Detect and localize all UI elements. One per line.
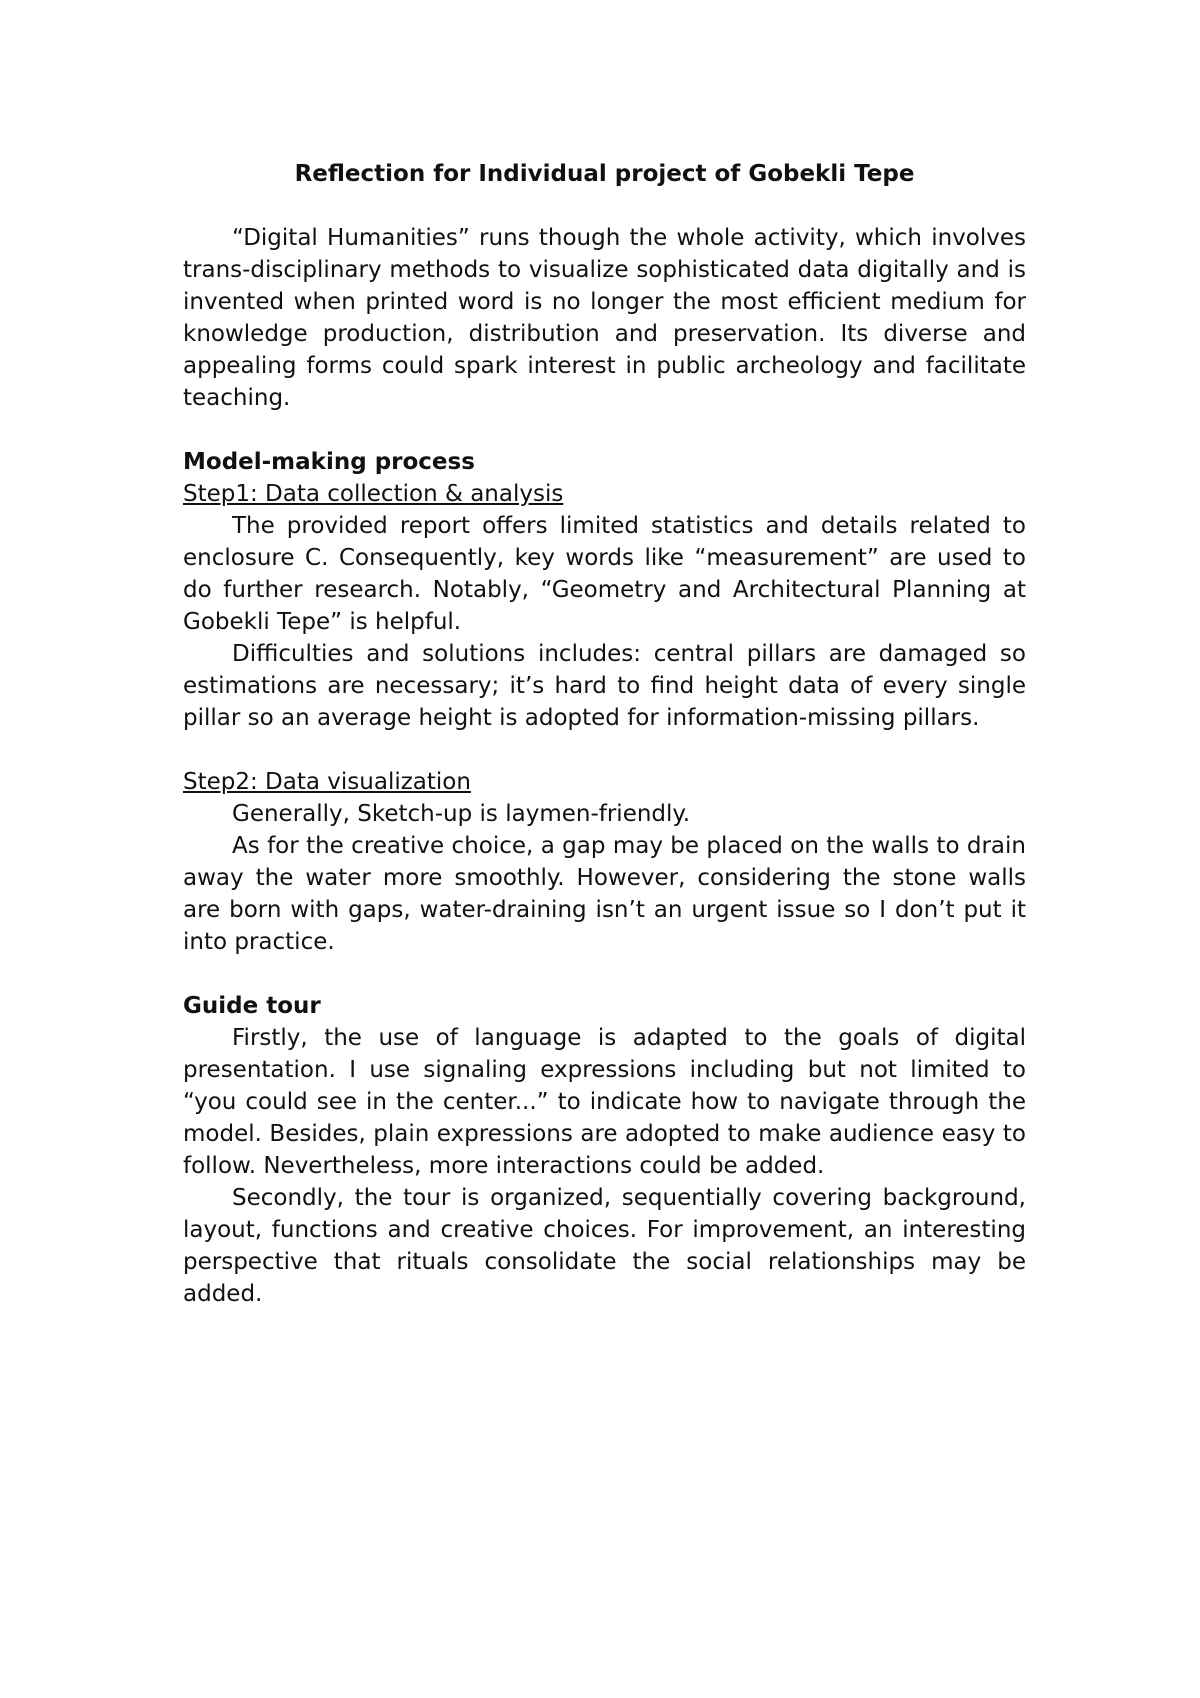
spacer [183, 734, 1026, 766]
step2-paragraph: Generally, Sketch-up is laymen-friendly. [232, 801, 691, 827]
section-heading-guide-tour: Guide tour [183, 993, 321, 1019]
model-making-section [183, 446, 1026, 958]
intro-paragraph: “Digital Humanities” runs though the whole activity, which involves trans-disciplinary methods to visualize sophisticated data digitally and is invented when printed word is no longer the most efficient medium for knowledge production, distribution and preservation. Its diverse and appealing forms could spark interest in public archeology and facilitate teaching. [183, 225, 1026, 411]
step2-heading: Step2: Data visualization [183, 769, 471, 795]
step2-paragraph: As for the creative choice, a gap may be placed on the walls to drain away the water more smoothly. However, considering the stone walls are born with gaps, water-draining isn’t an urgent issue so I don’t put it into practice. [183, 833, 1026, 955]
step1-paragraph: Difficulties and solutions includes: central pillars are damaged so estimations are necessary; it’s hard to find height data of every single pillar so an average height is adopted for information-missing pillars. [183, 641, 1026, 731]
guide-tour-section [183, 990, 1026, 1310]
step1-paragraph: The provided report offers limited statistics and details related to enclosure C. Consequently, key words like “measurement” are used to do further research. Notably, “Geometry and Architectural Planning at Gobekli Tepe” is helpful. [183, 513, 1026, 635]
document-title: Reflection for Individual project of Gobekli Tepe [294, 161, 915, 187]
guide-paragraph: Secondly, the tour is organized, sequentially covering background, layout, functions and creative choices. For improvement, an interesting perspective that rituals consolidate the social relationships may be added. [183, 1185, 1026, 1307]
spacer [183, 958, 1026, 990]
section-heading-model-making: Model-making process [183, 449, 475, 475]
document-page [183, 158, 1026, 1310]
spacer [183, 414, 1026, 446]
step1-heading: Step1: Data collection & analysis [183, 481, 564, 507]
guide-paragraph: Firstly, the use of language is adapted to the goals of digital presentation. I use signaling expressions including but not limited to “you could see in the center...” to indicate how to navigate through the model. Besides, plain expressions are adopted to make audience easy to follow. Nevertheless, more interactions could be added. [183, 1025, 1026, 1179]
